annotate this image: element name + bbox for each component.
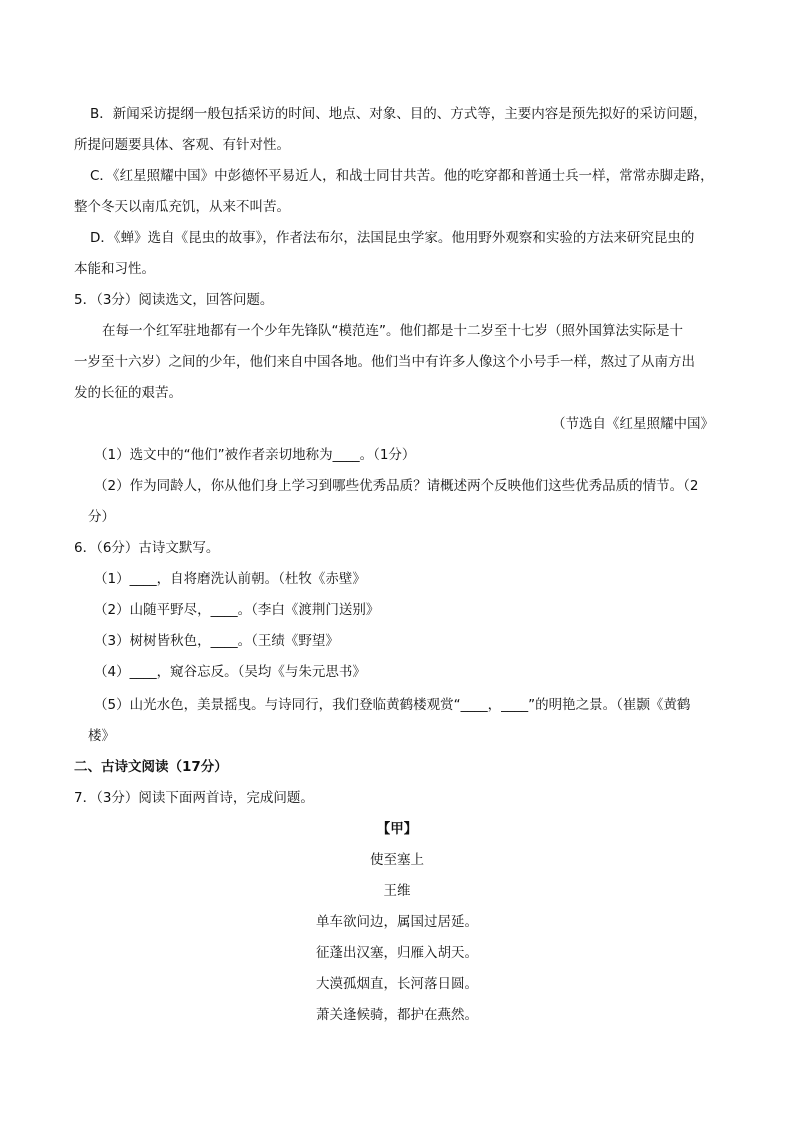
q6-item-5-line-2: 楼》 (88, 728, 115, 744)
q5-sub-question-1: （1）选文中的“他们”被作者亲切地称为____。（1分） (94, 447, 416, 463)
poem-line-4: 萧关逢候骑，都护在燕然。 (316, 1007, 478, 1023)
q5-sub-question-2-line-2: 分） (88, 509, 115, 525)
option-c-line-2: 整个冬天以南瓜充饥，从来不叫苦。 (74, 199, 290, 215)
q6-item-2: （2）山随平野尽，____。（李白《渡荆门送别》 (94, 602, 380, 618)
q6-item-3: （3）树树皆秋色，____。（王绩《野望》 (94, 633, 339, 649)
q6-item-1: （1）____，自将磨洗认前朝。（杜牧《赤壁》 (94, 571, 366, 587)
poem-line-1: 单车欲问边，属国过居延。 (316, 914, 478, 930)
poem-title: 使至塞上 (370, 852, 424, 868)
q6-item-4: （4）____，窥谷忘反。（吴均《与朱元思书》 (94, 664, 366, 680)
q5-sub-question-2-line-1: （2）作为同龄人，你从他们身上学习到哪些优秀品质？请概述两个反映他们这些优秀品质的情节。（2 (94, 478, 699, 494)
option-d-line-2: 本能和习性。 (74, 261, 155, 277)
poem-line-3: 大漠孤烟直，长河落日圆。 (316, 976, 478, 992)
q5-source: （节选自《红星照耀中国》 (552, 416, 714, 432)
section-2-heading: 二、古诗文阅读（17分） (74, 759, 228, 775)
question-6-title: 6．（6分）古诗文默写。 (74, 540, 220, 556)
question-5-title: 5．（3分）阅读选文，回答问题。 (74, 292, 274, 308)
q5-passage-line-1: 在每一个红军驻地都有一个少年先锋队“模范连”。他们都是十二岁至十七岁（照外国算法实际是十 (102, 323, 683, 339)
question-7-title: 7．（3分）阅读下面两首诗，完成问题。 (74, 790, 314, 806)
option-b-line-1: B．新闻采访提纲一般包括采访的时间、地点、对象、目的、方式等，主要内容是预先拟好的采访问题， (90, 106, 707, 122)
poem-author: 王维 (383, 883, 411, 899)
option-c-line-1: C．《红星照耀中国》中彭德怀平易近人，和战士同甘共苦。他的吃穿都和普通士兵一样，常常赤脚走路， (90, 168, 714, 184)
option-b-line-2: 所提问题要具体、客观、有针对性。 (74, 137, 290, 153)
poem-label: 【甲】 (376, 821, 418, 837)
q6-item-5-line-1: （5）山光水色，美景摇曳。与诗同行，我们登临黄鹤楼观赏“____，____”的明艳之景。（崔颢《黄鹤 (94, 697, 691, 713)
q5-passage-line-2: 一岁至十六岁）之间的少年，他们来自中国各地。他们当中有许多人像这个小号手一样，熬过了从南方出 (74, 354, 695, 370)
poem-line-2: 征蓬出汉塞，归雁入胡天。 (316, 945, 478, 961)
q5-passage-line-3: 发的长征的艰苦。 (74, 385, 182, 401)
option-d-line-1: D．《蝉》选自《昆虫的故事》，作者法布尔，法国昆虫学家。他用野外观察和实验的方法来研究昆虫的 (90, 230, 695, 246)
